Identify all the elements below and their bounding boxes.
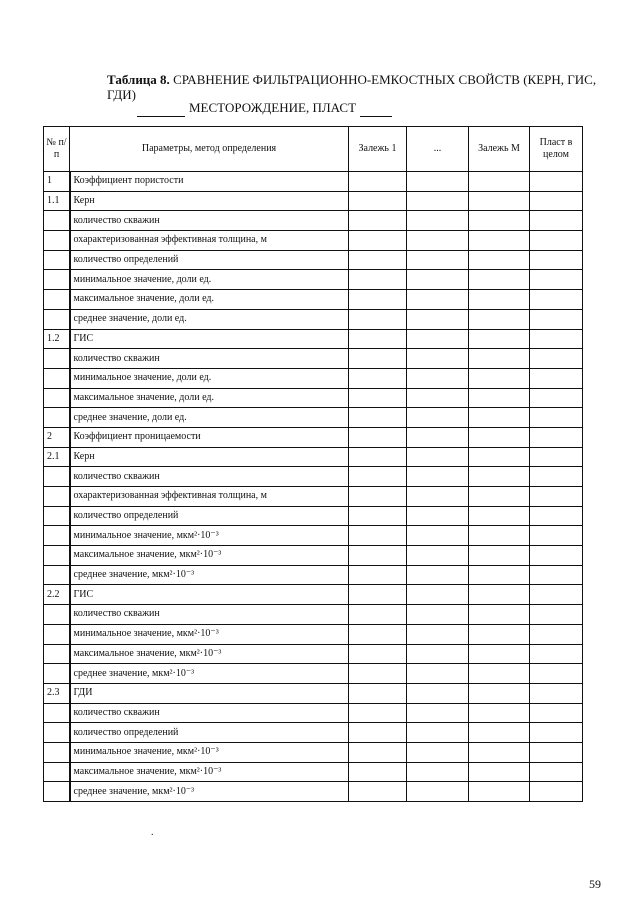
cell-ellipsis[interactable] bbox=[407, 329, 469, 349]
table-row bbox=[44, 329, 583, 349]
table-row bbox=[44, 191, 583, 211]
cell-deposit-m[interactable] bbox=[469, 270, 530, 290]
table-row bbox=[44, 270, 583, 290]
cell-deposit-m[interactable] bbox=[469, 624, 530, 644]
cell-deposit-1[interactable] bbox=[349, 526, 407, 546]
cell-deposit-m[interactable] bbox=[469, 329, 530, 349]
cell-layer-total[interactable] bbox=[530, 191, 583, 211]
row-parameter: максимальное значение, мкм²·10⁻³ bbox=[70, 762, 349, 782]
field-name-blank bbox=[137, 100, 185, 117]
cell-deposit-m[interactable] bbox=[469, 427, 530, 447]
cell-deposit-1[interactable] bbox=[349, 487, 407, 507]
cell-deposit-1[interactable] bbox=[349, 191, 407, 211]
row-parameter: количество определений bbox=[70, 250, 349, 270]
row-number bbox=[44, 231, 70, 251]
cell-layer-total[interactable] bbox=[530, 408, 583, 428]
cell-deposit-m[interactable] bbox=[469, 546, 530, 566]
row-parameter: ГДИ bbox=[70, 683, 349, 703]
cell-ellipsis[interactable] bbox=[407, 211, 469, 231]
cell-deposit-m[interactable] bbox=[469, 309, 530, 329]
cell-deposit-1[interactable] bbox=[349, 329, 407, 349]
cell-deposit-m[interactable] bbox=[469, 408, 530, 428]
cell-ellipsis[interactable] bbox=[407, 644, 469, 664]
cell-deposit-m[interactable] bbox=[469, 506, 530, 526]
table-row bbox=[44, 427, 583, 447]
table-body bbox=[44, 172, 583, 802]
cell-deposit-1[interactable] bbox=[349, 231, 407, 251]
table-row bbox=[44, 447, 583, 467]
cell-deposit-1[interactable] bbox=[349, 723, 407, 743]
cell-layer-total[interactable] bbox=[530, 467, 583, 487]
cell-deposit-1[interactable] bbox=[349, 408, 407, 428]
row-number bbox=[44, 742, 70, 762]
stray-mark: . bbox=[151, 827, 154, 838]
cell-deposit-1[interactable] bbox=[349, 683, 407, 703]
cell-deposit-m[interactable] bbox=[469, 191, 530, 211]
row-number bbox=[44, 703, 70, 723]
row-parameter: среднее значение, доли ед. bbox=[70, 309, 349, 329]
row-parameter: Коэффициент проницаемости bbox=[70, 427, 349, 447]
cell-deposit-1[interactable] bbox=[349, 605, 407, 625]
row-parameter: максимальное значение, доли ед. bbox=[70, 290, 349, 310]
table-row bbox=[44, 250, 583, 270]
cell-layer-total[interactable] bbox=[530, 309, 583, 329]
cell-ellipsis[interactable] bbox=[407, 762, 469, 782]
table-row bbox=[44, 368, 583, 388]
cell-layer-total[interactable] bbox=[530, 329, 583, 349]
cell-deposit-m[interactable] bbox=[469, 782, 530, 802]
cell-layer-total[interactable] bbox=[530, 270, 583, 290]
header-ellipsis: ... bbox=[407, 127, 469, 172]
table-row bbox=[44, 211, 583, 231]
cell-layer-total[interactable] bbox=[530, 565, 583, 585]
table-row bbox=[44, 526, 583, 546]
row-number bbox=[44, 644, 70, 664]
cell-layer-total[interactable] bbox=[530, 211, 583, 231]
cell-layer-total[interactable] bbox=[530, 526, 583, 546]
row-number bbox=[44, 211, 70, 231]
row-parameter: ГИС bbox=[70, 585, 349, 605]
cell-ellipsis[interactable] bbox=[407, 427, 469, 447]
cell-deposit-m[interactable] bbox=[469, 723, 530, 743]
table-row bbox=[44, 349, 583, 369]
header-number: № п/п bbox=[44, 127, 70, 172]
cell-ellipsis[interactable] bbox=[407, 683, 469, 703]
cell-ellipsis[interactable] bbox=[407, 624, 469, 644]
cell-layer-total[interactable] bbox=[530, 782, 583, 802]
row-number bbox=[44, 408, 70, 428]
row-parameter: среднее значение, мкм²·10⁻³ bbox=[70, 782, 349, 802]
row-parameter: количество определений bbox=[70, 723, 349, 743]
row-number bbox=[44, 388, 70, 408]
row-number bbox=[44, 349, 70, 369]
table-row bbox=[44, 388, 583, 408]
cell-ellipsis[interactable] bbox=[407, 605, 469, 625]
cell-deposit-1[interactable] bbox=[349, 388, 407, 408]
cell-ellipsis[interactable] bbox=[407, 368, 469, 388]
row-number bbox=[44, 309, 70, 329]
cell-layer-total[interactable] bbox=[530, 703, 583, 723]
header-deposit-1: Залежь 1 bbox=[349, 127, 407, 172]
cell-deposit-1[interactable] bbox=[349, 506, 407, 526]
table-row bbox=[44, 605, 583, 625]
row-parameter: ГИС bbox=[70, 329, 349, 349]
cell-deposit-m[interactable] bbox=[469, 231, 530, 251]
cell-ellipsis[interactable] bbox=[407, 506, 469, 526]
row-parameter: охарактеризованная эффективная толщина, м bbox=[70, 487, 349, 507]
cell-ellipsis[interactable] bbox=[407, 309, 469, 329]
cell-deposit-1[interactable] bbox=[349, 309, 407, 329]
row-number: 1.1 bbox=[44, 191, 70, 211]
layer-name-blank bbox=[360, 100, 392, 117]
cell-ellipsis[interactable] bbox=[407, 723, 469, 743]
row-number bbox=[44, 624, 70, 644]
table-row bbox=[44, 585, 583, 605]
row-parameter: количество определений bbox=[70, 506, 349, 526]
cell-layer-total[interactable] bbox=[530, 427, 583, 447]
row-number bbox=[44, 487, 70, 507]
row-number bbox=[44, 546, 70, 566]
row-number: 2 bbox=[44, 427, 70, 447]
cell-ellipsis[interactable] bbox=[407, 250, 469, 270]
cell-deposit-1[interactable] bbox=[349, 762, 407, 782]
row-parameter: минимальное значение, мкм²·10⁻³ bbox=[70, 624, 349, 644]
row-number bbox=[44, 506, 70, 526]
row-number bbox=[44, 723, 70, 743]
row-parameter: среднее значение, мкм²·10⁻³ bbox=[70, 664, 349, 684]
cell-deposit-1[interactable] bbox=[349, 270, 407, 290]
cell-ellipsis[interactable] bbox=[407, 782, 469, 802]
cell-layer-total[interactable] bbox=[530, 742, 583, 762]
cell-deposit-m[interactable] bbox=[469, 290, 530, 310]
cell-deposit-m[interactable] bbox=[469, 447, 530, 467]
row-number bbox=[44, 605, 70, 625]
cell-layer-total[interactable] bbox=[530, 664, 583, 684]
row-parameter: среднее значение, доли ед. bbox=[70, 408, 349, 428]
cell-ellipsis[interactable] bbox=[407, 742, 469, 762]
cell-deposit-m[interactable] bbox=[469, 172, 530, 192]
table-row bbox=[44, 506, 583, 526]
cell-deposit-m[interactable] bbox=[469, 388, 530, 408]
row-number bbox=[44, 250, 70, 270]
cell-deposit-m[interactable] bbox=[469, 683, 530, 703]
cell-deposit-1[interactable] bbox=[349, 585, 407, 605]
row-parameter: охарактеризованная эффективная толщина, м bbox=[70, 231, 349, 251]
cell-deposit-m[interactable] bbox=[469, 526, 530, 546]
row-parameter: максимальное значение, доли ед. bbox=[70, 388, 349, 408]
cell-layer-total[interactable] bbox=[530, 585, 583, 605]
row-parameter: количество скважин bbox=[70, 703, 349, 723]
table-row bbox=[44, 408, 583, 428]
cell-layer-total[interactable] bbox=[530, 172, 583, 192]
row-number bbox=[44, 368, 70, 388]
table-row bbox=[44, 467, 583, 487]
cell-layer-total[interactable] bbox=[530, 368, 583, 388]
cell-ellipsis[interactable] bbox=[407, 172, 469, 192]
cell-deposit-1[interactable] bbox=[349, 782, 407, 802]
cell-deposit-1[interactable] bbox=[349, 664, 407, 684]
table-row bbox=[44, 487, 583, 507]
cell-ellipsis[interactable] bbox=[407, 526, 469, 546]
cell-deposit-1[interactable] bbox=[349, 624, 407, 644]
cell-deposit-1[interactable] bbox=[349, 742, 407, 762]
row-number: 2.2 bbox=[44, 585, 70, 605]
table-row bbox=[44, 723, 583, 743]
table-row bbox=[44, 565, 583, 585]
row-parameter: количество скважин bbox=[70, 211, 349, 231]
row-number: 2.1 bbox=[44, 447, 70, 467]
cell-deposit-1[interactable] bbox=[349, 250, 407, 270]
cell-deposit-1[interactable] bbox=[349, 447, 407, 467]
row-number: 1.2 bbox=[44, 329, 70, 349]
cell-layer-total[interactable] bbox=[530, 231, 583, 251]
cell-deposit-m[interactable] bbox=[469, 211, 530, 231]
cell-deposit-1[interactable] bbox=[349, 644, 407, 664]
cell-ellipsis[interactable] bbox=[407, 408, 469, 428]
cell-deposit-1[interactable] bbox=[349, 211, 407, 231]
cell-ellipsis[interactable] bbox=[407, 565, 469, 585]
table-row bbox=[44, 172, 583, 192]
cell-layer-total[interactable] bbox=[530, 290, 583, 310]
row-parameter: Керн bbox=[70, 191, 349, 211]
cell-deposit-m[interactable] bbox=[469, 664, 530, 684]
cell-deposit-1[interactable] bbox=[349, 703, 407, 723]
cell-deposit-1[interactable] bbox=[349, 546, 407, 566]
cell-layer-total[interactable] bbox=[530, 349, 583, 369]
cell-ellipsis[interactable] bbox=[407, 703, 469, 723]
cell-deposit-1[interactable] bbox=[349, 172, 407, 192]
cell-deposit-1[interactable] bbox=[349, 368, 407, 388]
table-row bbox=[44, 762, 583, 782]
row-number bbox=[44, 565, 70, 585]
cell-layer-total[interactable] bbox=[530, 762, 583, 782]
row-parameter: количество скважин bbox=[70, 467, 349, 487]
row-parameter: минимальное значение, мкм²·10⁻³ bbox=[70, 742, 349, 762]
cell-deposit-1[interactable] bbox=[349, 565, 407, 585]
cell-ellipsis[interactable] bbox=[407, 664, 469, 684]
row-parameter: максимальное значение, мкм²·10⁻³ bbox=[70, 546, 349, 566]
cell-deposit-m[interactable] bbox=[469, 487, 530, 507]
row-number bbox=[44, 467, 70, 487]
header-layer-total: Пласт в целом bbox=[530, 127, 583, 172]
row-parameter: количество скважин bbox=[70, 605, 349, 625]
table-row bbox=[44, 624, 583, 644]
cell-layer-total[interactable] bbox=[530, 447, 583, 467]
cell-deposit-m[interactable] bbox=[469, 742, 530, 762]
row-parameter: минимальное значение, доли ед. bbox=[70, 270, 349, 290]
row-parameter: Коэффициент пористости bbox=[70, 172, 349, 192]
table-subtitle-text: МЕСТОРОЖДЕНИЕ, ПЛАСТ bbox=[189, 100, 357, 115]
row-number bbox=[44, 290, 70, 310]
table-row bbox=[44, 290, 583, 310]
row-parameter: среднее значение, мкм²·10⁻³ bbox=[70, 565, 349, 585]
header-parameters: Параметры, метод определения bbox=[70, 127, 349, 172]
cell-ellipsis[interactable] bbox=[407, 546, 469, 566]
cell-ellipsis[interactable] bbox=[407, 467, 469, 487]
cell-ellipsis[interactable] bbox=[407, 487, 469, 507]
cell-deposit-1[interactable] bbox=[349, 467, 407, 487]
cell-deposit-m[interactable] bbox=[469, 565, 530, 585]
cell-layer-total[interactable] bbox=[530, 388, 583, 408]
table-row bbox=[44, 782, 583, 802]
cell-layer-total[interactable] bbox=[530, 250, 583, 270]
cell-ellipsis[interactable] bbox=[407, 585, 469, 605]
cell-deposit-m[interactable] bbox=[469, 585, 530, 605]
cell-layer-total[interactable] bbox=[530, 506, 583, 526]
cell-ellipsis[interactable] bbox=[407, 290, 469, 310]
cell-layer-total[interactable] bbox=[530, 605, 583, 625]
table-title bbox=[107, 72, 607, 102]
row-parameter: количество скважин bbox=[70, 349, 349, 369]
cell-layer-total[interactable] bbox=[530, 644, 583, 664]
cell-layer-total[interactable] bbox=[530, 624, 583, 644]
cell-ellipsis[interactable] bbox=[407, 191, 469, 211]
row-parameter: Керн bbox=[70, 447, 349, 467]
cell-deposit-m[interactable] bbox=[469, 250, 530, 270]
table-header-row bbox=[44, 127, 583, 172]
table-row bbox=[44, 664, 583, 684]
row-number: 2.3 bbox=[44, 683, 70, 703]
cell-deposit-1[interactable] bbox=[349, 427, 407, 447]
table-row bbox=[44, 546, 583, 566]
cell-layer-total[interactable] bbox=[530, 723, 583, 743]
cell-deposit-m[interactable] bbox=[469, 762, 530, 782]
cell-ellipsis[interactable] bbox=[407, 447, 469, 467]
cell-ellipsis[interactable] bbox=[407, 231, 469, 251]
table-row bbox=[44, 309, 583, 329]
cell-layer-total[interactable] bbox=[530, 546, 583, 566]
row-number bbox=[44, 270, 70, 290]
table-subtitle bbox=[137, 100, 392, 117]
cell-deposit-1[interactable] bbox=[349, 290, 407, 310]
table-row bbox=[44, 231, 583, 251]
cell-layer-total[interactable] bbox=[530, 683, 583, 703]
table-row bbox=[44, 644, 583, 664]
header-deposit-m: Залежь М bbox=[469, 127, 530, 172]
cell-ellipsis[interactable] bbox=[407, 270, 469, 290]
row-number bbox=[44, 526, 70, 546]
cell-deposit-m[interactable] bbox=[469, 644, 530, 664]
row-number bbox=[44, 762, 70, 782]
table-row bbox=[44, 683, 583, 703]
cell-ellipsis[interactable] bbox=[407, 349, 469, 369]
row-parameter: минимальное значение, мкм²·10⁻³ bbox=[70, 526, 349, 546]
table-title-text: СРАВНЕНИЕ ФИЛЬТРАЦИОННО-ЕМКОСТНЫХ СВОЙСТВ (КЕРН, ГИС, ГДИ) bbox=[107, 72, 597, 102]
table-row bbox=[44, 703, 583, 723]
cell-deposit-m[interactable] bbox=[469, 703, 530, 723]
properties-table bbox=[43, 126, 583, 802]
table-row bbox=[44, 742, 583, 762]
table-title-prefix: Таблица 8. bbox=[107, 72, 170, 87]
page-number: 59 bbox=[589, 877, 601, 891]
row-parameter: минимальное значение, доли ед. bbox=[70, 368, 349, 388]
row-number bbox=[44, 782, 70, 802]
cell-deposit-m[interactable] bbox=[469, 467, 530, 487]
row-number bbox=[44, 664, 70, 684]
cell-deposit-1[interactable] bbox=[349, 349, 407, 369]
cell-deposit-m[interactable] bbox=[469, 368, 530, 388]
row-number: 1 bbox=[44, 172, 70, 192]
row-parameter: максимальное значение, мкм²·10⁻³ bbox=[70, 644, 349, 664]
cell-deposit-m[interactable] bbox=[469, 349, 530, 369]
cell-ellipsis[interactable] bbox=[407, 388, 469, 408]
cell-layer-total[interactable] bbox=[530, 487, 583, 507]
cell-deposit-m[interactable] bbox=[469, 605, 530, 625]
